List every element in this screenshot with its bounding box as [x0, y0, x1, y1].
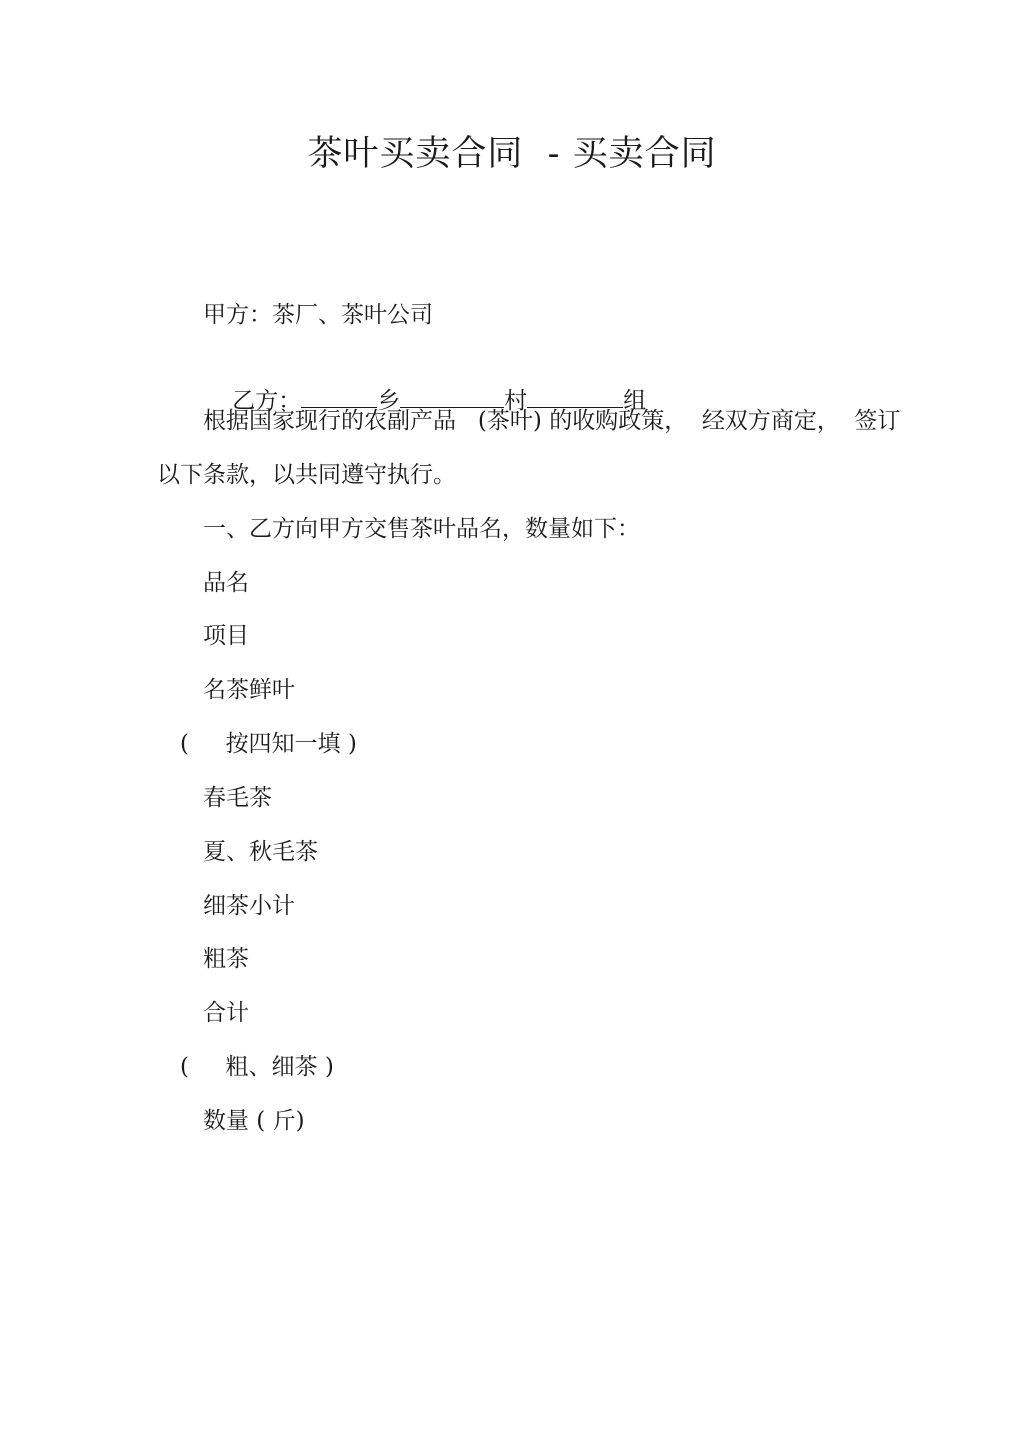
clause-1-heading: 一、乙方向甲方交售茶叶品名，数量如下：: [203, 516, 640, 542]
village-suffix: 村: [504, 388, 528, 414]
table-item: 品名: [203, 570, 249, 596]
group-suffix: 组: [623, 388, 647, 414]
table-item: 春毛茶: [203, 785, 272, 811]
party-b-label: 乙方：: [232, 388, 302, 414]
table-item: 数量 ( 斤): [203, 1108, 305, 1134]
table-item: 夏、秋毛茶: [203, 839, 318, 865]
table-item: 名茶鲜叶: [203, 677, 295, 703]
table-item: 粗茶: [203, 946, 249, 972]
table-item: 合计: [203, 1000, 249, 1026]
preamble-line-1: 根据国家现行的农副产品 (茶叶) 的收购政策， 经双方商定， 签订: [203, 408, 901, 434]
party-a-line: 甲方：茶厂、茶叶公司: [203, 302, 433, 328]
table-item: 细茶小计: [203, 893, 295, 919]
table-item-note: ( 粗、细茶 ): [180, 1054, 334, 1080]
table-item-note: ( 按四知一填 ): [180, 731, 357, 757]
township-suffix: 乡: [377, 388, 401, 414]
table-item: 项目: [203, 623, 249, 649]
document-title: 茶叶买卖合同 - 买卖合同: [307, 134, 717, 174]
preamble-line-2: 以下条款，以共同遵守执行。: [157, 462, 456, 488]
